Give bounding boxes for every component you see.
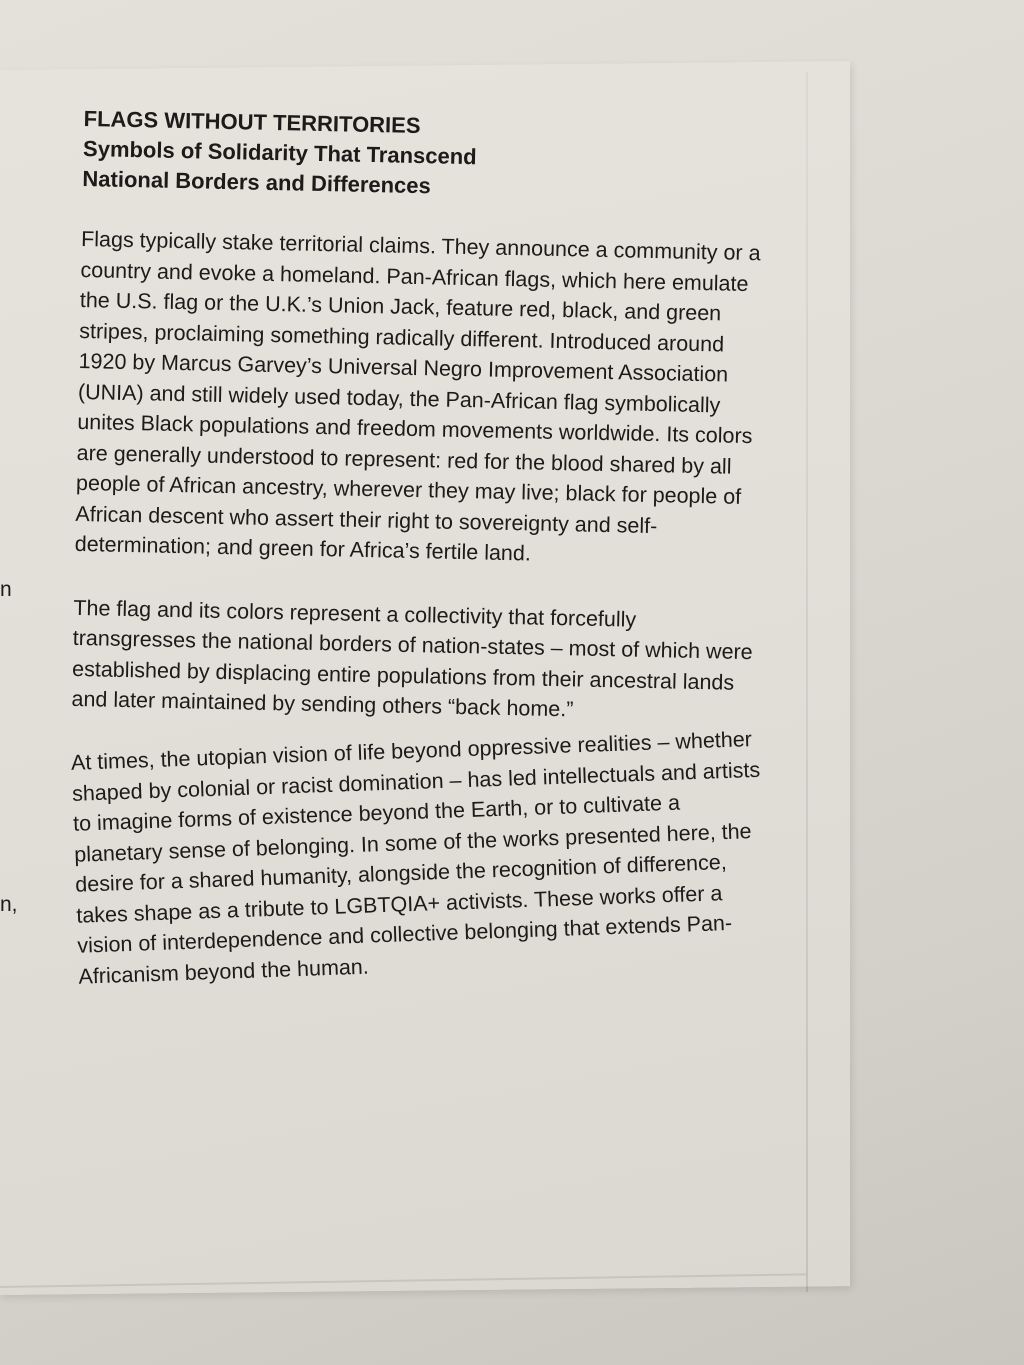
label-subtitle: Symbols of Solidarity That Transcend National Borders and Differences [82,135,477,199]
panel-right-edge [806,72,808,1292]
label-title: FLAGS WITHOUT TERRITORIES [83,105,421,139]
cropped-text-fragment: n, [0,893,18,916]
label-paragraph-1: Flags typically stake territorial claims. They announce a community or a country and evoke a homeland. Pan-African flags, which here emulate the U.S. flag or the U.K.’s Union Jack, feature red, black, and green stripes, proclaiming something radically different. Introduced around 1920 by Marcus Garvey’s Universal Negro Improvement Association (UNIA) and still widely used today, the Pan-African flag symbolically unites Black populations and freedom movements worldwide. Its colors are generally understood to represent: red for the blood shared by all people of African ancestry, wherever they may live; black for people of African descent who assert their right to sovereignty and self-determination; and green for Africa’s fertile land. [74,226,761,566]
label-paragraph-3: At times, the utopian vision of life beyond oppressive realities – whether shaped by colonial or racist domination – has led intellectuals and artists to imagine forms of existence beyond the Earth, or to cultivate a planetary sense of belonging. In some of the works presented here, the desire for a shared humanity, alongside the recognition of difference, takes shape as a tribute to LGBTQIA+ activists. These works offer a vision of interdependence and collective belonging that extends Pan-Africanism beyond the human. [70,726,761,988]
cropped-text-fragment: n [0,578,12,601]
label-paragraph-2: The flag and its colors represent a collectivity that forcefully transgresses the national borders of nation-states – most of which were established by displacing entire populations from their ancestral lands and later maintained by sending others “back home.” [71,595,753,722]
wall-label-text [65,104,784,1039]
